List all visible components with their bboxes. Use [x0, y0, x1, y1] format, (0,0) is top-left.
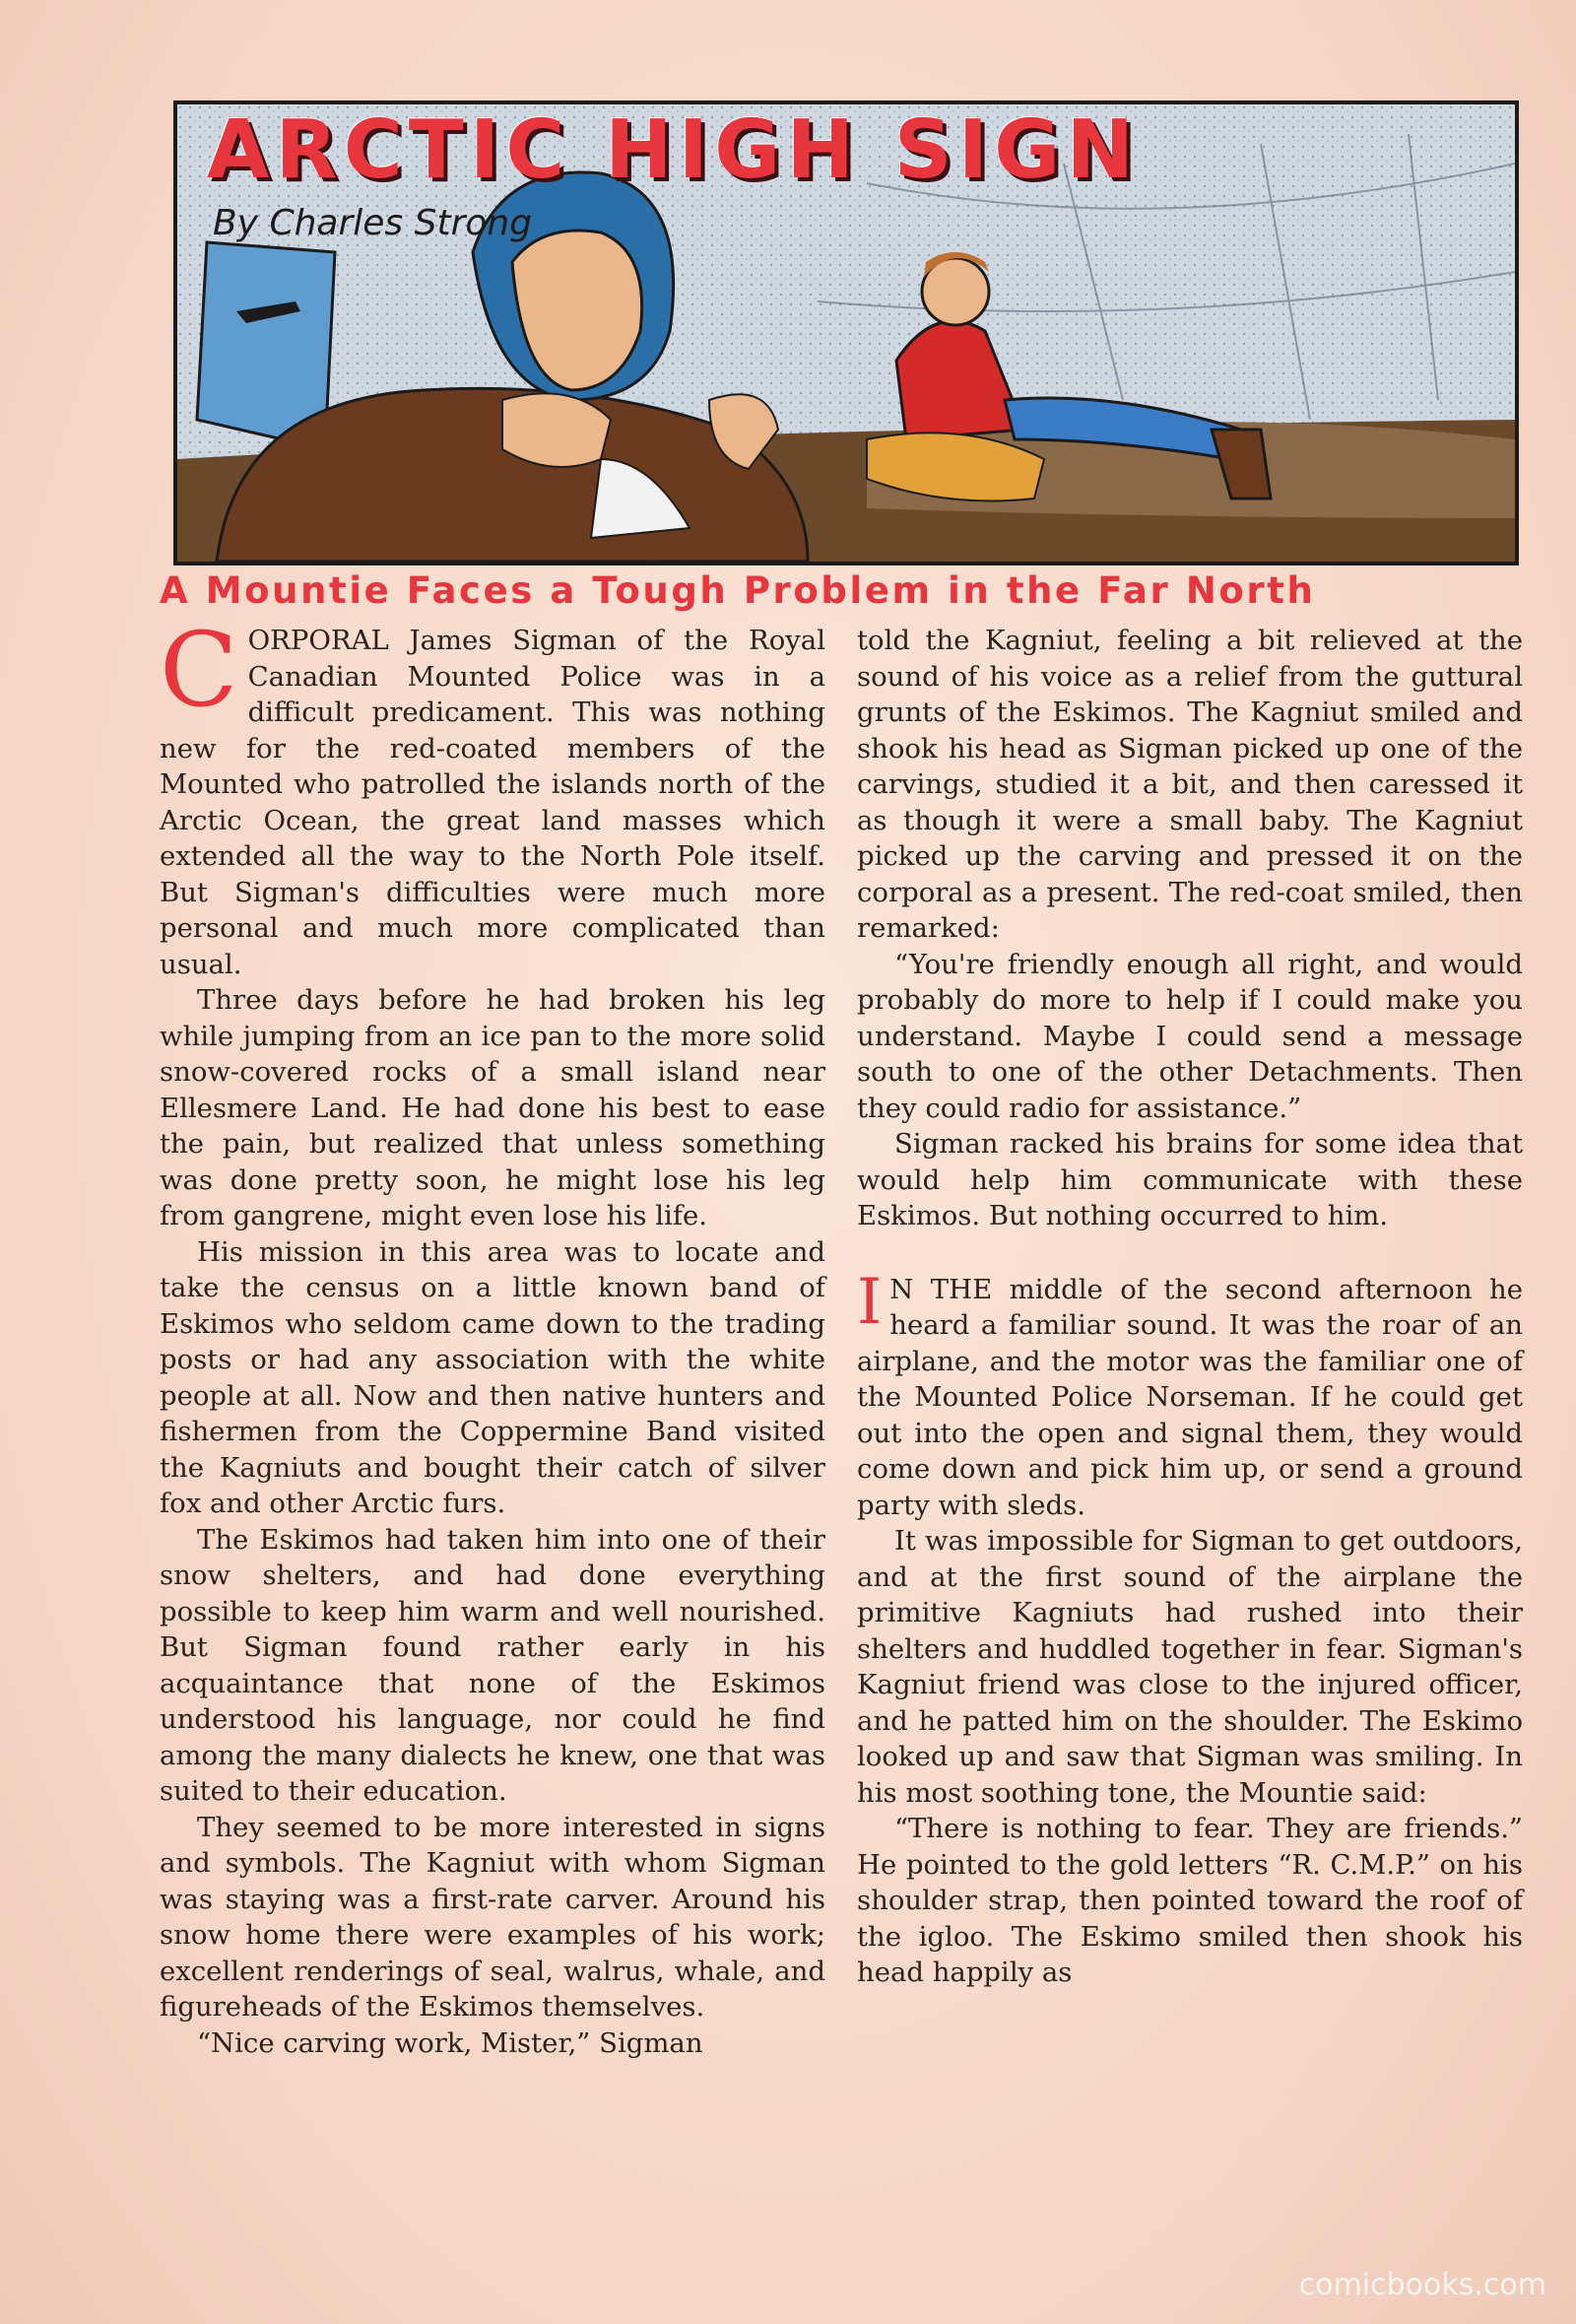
paragraph: It was impossible for Sigman to get outdoors, and at the first sound of the airplane the primitive Kagniuts had rushed into their shelters and huddled together in fear. Sigman's Kagniut friend was close to the injured officer, and he patted him on the shoulder. The Eskimo looked up and saw that Sigman was smiling. In his most soothing tone, the Mountie said: — [857, 1525, 1523, 1809]
title-banner-illustration — [173, 100, 1519, 565]
left-text-column — [160, 610, 825, 2061]
paragraph: They seemed to be more interested in signs and symbols. The Kagniut with whom Sigman was staying was a first-rate carver. Around his snow home there were examples of his work; excellent renderings of seal, walrus, whale, and figureheads of the Eskimos themselves. — [160, 1811, 825, 2023]
paragraph: “Nice carving work, Mister,” Sigman — [197, 2026, 703, 2059]
paragraph: Three days before he had broken his leg while jumping from an ice pan to the more solid snow-covered rocks of a small island near Ellesmere Land. He had done his best to ease the pain, but realized that unless something was done pretty soon, he might lose his leg from gangrene, might even lose his life. — [160, 984, 825, 1231]
story-title: ARCTIC HIGH SIGN — [207, 103, 1141, 197]
author-byline: By Charles Strong — [213, 203, 533, 243]
site-watermark: comicbooks.com — [1298, 2268, 1546, 2302]
paragraph: “You're friendly enough all right, and would probably do more to help if I could make you understand. Maybe I could send a message south to one of the other Detachments. Then they could radio for assistance.” — [857, 948, 1523, 1124]
right-text-column — [857, 623, 1523, 1991]
paragraph-text: ORPORAL James Sigman of the Royal Canadian Mounted Police was in a difficult predicament. This was nothing new for the red-coated members of the Mounted who patrolled the islands north of the Arctic Ocean, the great land masses which extended all the way to the North Pole itself. But Sigman's difficulties were much more personal and much more complicated than usual. — [160, 625, 825, 980]
story-subtitle: A Mountie Faces a Tough Problem in the Far North — [160, 569, 1316, 612]
paragraph-text: N THE middle of the second afternoon he heard a familiar sound. It was the roar of an airplane, and the motor was the familiar one of the Mounted Police Norseman. If he could get out into the open and signal them, they would come down and pick him up, or send a ground party with sleds. — [857, 1273, 1523, 1521]
drop-cap: I — [857, 1265, 883, 1339]
paragraph: Sigman racked his brains for some idea that would help him communicate with these Eskimos. But nothing occurred to him. — [857, 1128, 1523, 1231]
section-break — [857, 1234, 1523, 1272]
paragraph: The Eskimos had taken him into one of their snow shelters, and had done everything possible to keep him warm and well nourished. But Sigman found rather early in his acquaintance that none of the Eskimos understood his language, nor could he find among the many dialects he knew, one that was suited to their education. — [160, 1523, 825, 1807]
paragraph: told the Kagniut, feeling a bit relieved at the sound of his voice as a relief from the guttural grunts of the Eskimos. The Kagniut smiled and shook his head as Sigman picked up one of the carvings, studied it a bit, and then caressed it as though it were a small baby. The Kagniut picked up the carving and pressed it on the corporal as a present. The red-coat smiled, then remarked: — [857, 625, 1523, 944]
paragraph: His mission in this area was to locate and take the census on a little known band of Eskimos who seldom came down to the trading posts or had any association with the white people at all. Now and then native hunters and fishermen from the Coppermine Band visited the Kagniuts and bought their catch of silver fox and other Arctic furs. — [160, 1235, 825, 1519]
paragraph: “There is nothing to fear. They are friends.” He pointed to the gold letters “R. C.M.P.” on his shoulder strap, then pointed toward the roof of the igloo. The Eskimo smiled then shook his head happily as — [857, 1813, 1523, 1988]
paragraph — [857, 1265, 1523, 1524]
paragraph — [160, 610, 825, 982]
drop-cap: C — [160, 610, 238, 730]
